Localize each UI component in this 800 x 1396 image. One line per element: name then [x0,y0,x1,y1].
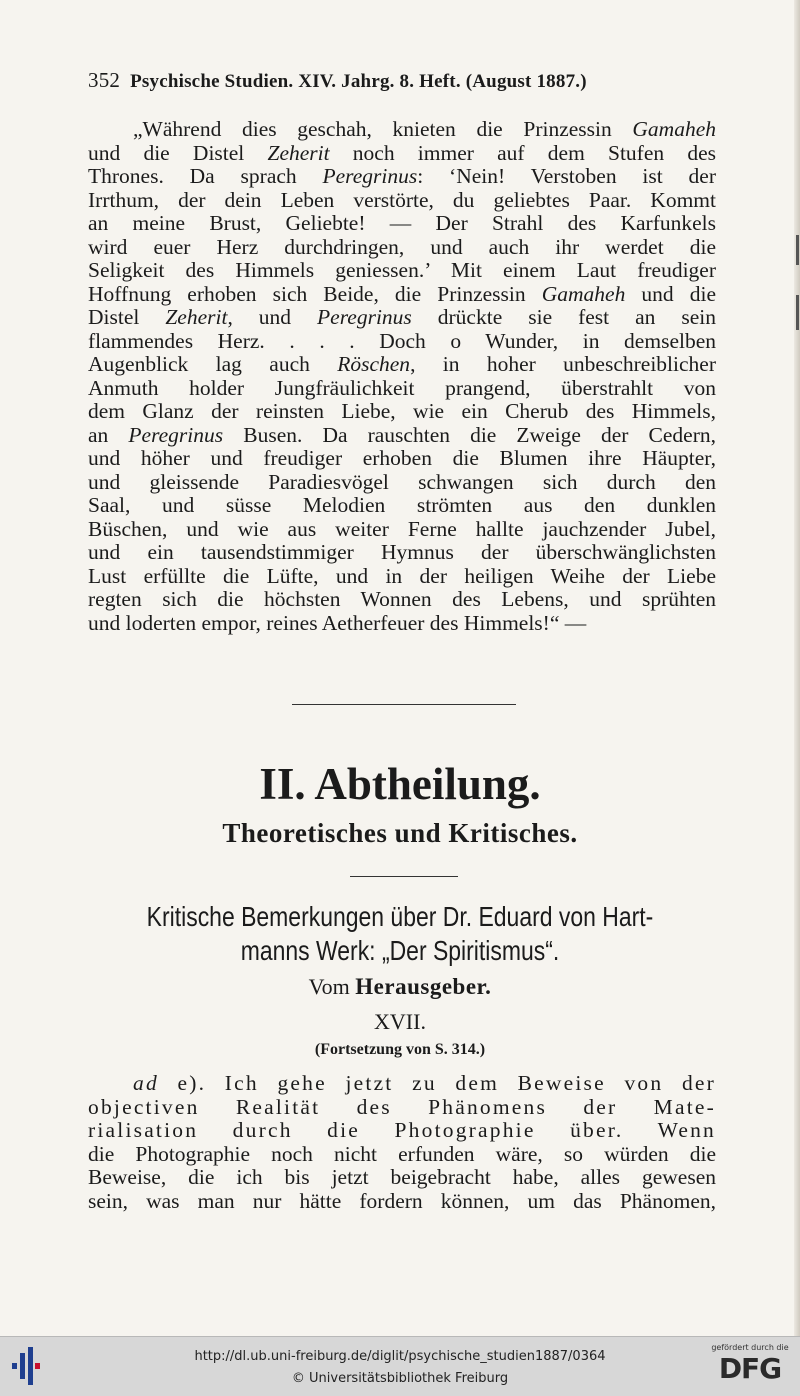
article-title [72,900,728,968]
text-run: Anmuth holder Jungfräulichkeit prangend, überstrahlt von [88,376,716,400]
text-run: sein, was man nur hätte fordern können, um das Phänomen, [88,1189,716,1213]
italic-abbrev: ad [133,1072,159,1095]
italic-name: Gamaheh [632,118,716,141]
text-run: Saal, und süsse Melodien strömten aus den dunklen [88,494,716,517]
text-run: an [88,423,129,447]
article-paragraph [88,1072,716,1213]
text-run: Hoffnung erhoben sich Beide, die Prinzessin [88,282,542,306]
text-line [88,306,716,330]
article-byline [0,974,800,1000]
text-run: Thrones. Da sprach [88,165,323,188]
text-run: , und [227,306,318,329]
byline-author: Herausgeber. [355,974,492,999]
text-line [88,236,716,260]
dfg-logo-text: DFG [718,1352,782,1385]
text-line [88,330,716,354]
text-run: Seligkeit des Himmels geniessen.’ Mit einem Laut freudiger [88,259,716,282]
page-edge [794,0,800,1336]
text-run: , in hoher unbeschreiblicher [410,353,716,376]
italic-name: Peregrinus [128,423,224,447]
page-number: 352 [88,68,121,92]
italic-name: Peregrinus [317,306,412,329]
article-number: XVII. [374,1009,426,1034]
text-line [88,353,716,377]
text-run: Distel [88,306,166,329]
italic-name: Zeherit [267,141,330,165]
text-line [88,212,716,236]
text-run: : ‘Nein! Verstoben ist der [417,165,716,188]
continuation-note: (Fortsetzung von S. 314.) [314,1041,486,1058]
text-line [88,494,716,518]
text-run: Busen. Da rauschten die Zweige der Cedern, [223,423,716,447]
text-line [88,165,716,189]
text-run: Augenblick lag auch [88,353,338,376]
italic-name: Zeherit [165,306,228,329]
text-run: und die Distel [88,141,268,165]
text-line [88,283,716,307]
text-line [88,424,716,448]
text-run: Büschen, und wie aus weiter Ferne hallte jauchzender Jubel, [88,517,716,541]
section-title: II. Abtheilung. [259,759,541,809]
text-line [88,471,716,495]
text-run: rialisation durch die Photographie über. Wenn [88,1119,716,1142]
text-run: wird euer Herz durchdringen, und auch ihr werdet die [88,235,716,259]
text-line [88,612,716,636]
edge-mark [796,295,799,330]
text-run: an meine Brust, Geliebte! — Der Strahl des Karfunkels [88,212,716,235]
byline-prefix: Vom [308,974,356,999]
text-line [88,588,716,612]
text-run: „Während dies geschah, knieten die Prinzessin [133,118,633,141]
text-line [88,1119,716,1143]
text-line [88,565,716,589]
running-header [88,68,688,93]
text-run: Beweise, die ich bis jetzt beigebracht habe, alles gewesen [88,1166,716,1189]
text-run: noch immer auf dem Stufen des [329,141,716,165]
text-run: und gleissende Paradiesvögel schwangen sich durch den [88,470,716,494]
text-run: und loderten empor, reines Aetherfeuer des Himmels!“ — [88,611,587,635]
text-line [88,1096,716,1120]
text-line [88,518,716,542]
text-line [88,377,716,401]
separator-rule [292,704,516,705]
text-line [88,447,716,471]
text-run: e). Ich gehe jetzt zu dem Beweise von der [158,1072,716,1095]
separator-rule [350,876,458,877]
text-line [88,1166,716,1190]
article-title-line: manns Werk: „Der Spiritismus“. [240,935,560,966]
text-run: Irrthum, der dein Leben verstörte, du geliebtes Paar. Kommt [88,188,716,212]
text-line [88,541,716,565]
text-run: flammendes Herz. . . . Doch o Wunder, in demselben [88,329,716,353]
text-run: und höher und freudiger erhoben die Blumen ihre Häupter, [88,447,716,470]
dfg-funding-text: gefördert durch die [711,1343,789,1352]
dfg-logo [708,1343,792,1385]
text-run: objectiven Realität des Phänomens der Mate- [88,1095,716,1119]
text-run: und die [625,282,716,306]
running-title: Psychische Studien. XIV. Jahrg. 8. Heft. (August 1887.) [130,71,587,92]
article-title-line: Kritische Bemerkungen über Dr. Eduard von Hart- [146,901,654,932]
text-line [88,189,716,213]
text-line [88,259,716,283]
text-line [88,1190,716,1214]
text-run: dem Glanz der reinsten Liebe, wie ein Cherub des Himmels, [88,400,716,423]
continued-paragraph [88,118,716,635]
italic-name: Röschen [337,353,411,376]
text-run: die Photographie noch nicht erfunden wäre, so würden die [88,1142,716,1166]
italic-name: Gamaheh [541,282,626,306]
copyright-notice: © Universitätsbibliothek Freiburg [291,1371,509,1386]
text-run: regten sich die höchsten Wonnen des Lebens, und sprühten [88,588,716,611]
italic-name: Peregrinus [322,165,418,188]
text-line [88,142,716,166]
text-line [88,1072,716,1096]
viewer-footer [0,1336,800,1396]
text-run: und ein tausendstimmiger Hymnus der überschwänglichsten [88,541,716,564]
edge-mark [796,235,799,265]
text-line [88,400,716,424]
text-run: Lust erfüllte die Lüfte, und in der heiligen Weihe der Liebe [88,564,716,588]
text-line [88,1143,716,1167]
text-run: drückte sie fest an sein [411,306,716,329]
section-subtitle: Theoretisches und Kritisches. [222,818,578,848]
text-line [88,118,716,142]
document-url-link[interactable]: http://dl.ub.uni-freiburg.de/diglit/psychische_studien1887/0364 [194,1349,606,1364]
